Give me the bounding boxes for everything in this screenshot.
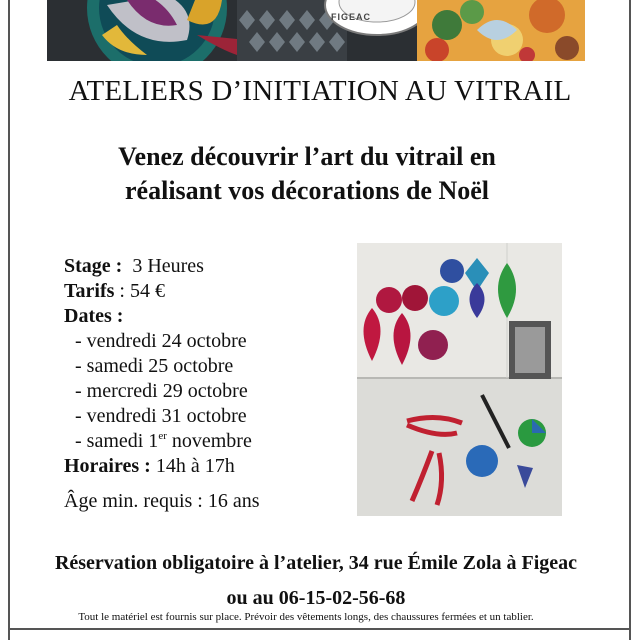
- horaires-row: [64, 454, 260, 479]
- stained-glass-banner: [47, 0, 585, 61]
- date-item: - samedi 25 octobre: [75, 355, 234, 377]
- last-date-suffix: novembre: [166, 430, 252, 452]
- ornaments-photo: [357, 243, 562, 516]
- logo-text: FIGEAC: [330, 12, 371, 22]
- subtitle: [0, 140, 614, 208]
- tarifs-value: : 54 €: [119, 280, 165, 302]
- date-item-last: [64, 429, 260, 454]
- subtitle-line-1: Venez découvrir l’art du vitrail en: [118, 142, 496, 171]
- age-requirement: Âge min. requis : 16 ans: [64, 490, 260, 512]
- date-item: - vendredi 24 octobre: [75, 330, 247, 352]
- ornaments-photo-image: [357, 243, 562, 516]
- phone-number: ou au 06-15-02-56-68: [226, 587, 406, 609]
- tarifs-row: [64, 279, 260, 304]
- tarifs-label: Tarifs: [64, 280, 115, 302]
- horaires-value: 14h à 17h: [155, 455, 235, 477]
- workshop-info: [64, 254, 260, 514]
- main-title: ATELIERS D’INITIATION AU VITRAIL: [68, 75, 572, 107]
- date-item: - vendredi 31 octobre: [75, 405, 247, 427]
- reservation-info: Réservation obligatoire à l’atelier, 34 rue Émile Zola à Figeac: [54, 552, 578, 574]
- footnote: Tout le matériel est fournis sur place. Prévoir des vêtements longs, des chaussures fermées et un tablier.: [78, 611, 534, 623]
- subtitle-line-2: réalisant vos décorations de Noël: [125, 176, 489, 205]
- dates-label: Dates :: [64, 305, 124, 327]
- banner-artwork: [47, 0, 585, 61]
- stage-row: [64, 254, 260, 279]
- last-date-prefix: - samedi 1: [75, 430, 159, 452]
- stage-value: 3 Heures: [132, 255, 204, 277]
- stage-label: Stage :: [64, 255, 123, 277]
- horaires-label: Horaires :: [64, 455, 151, 477]
- date-item: - mercredi 29 octobre: [75, 380, 248, 402]
- last-date-sup: er: [158, 430, 167, 442]
- dates-row: [64, 304, 260, 329]
- page-border-bottom: [8, 628, 631, 630]
